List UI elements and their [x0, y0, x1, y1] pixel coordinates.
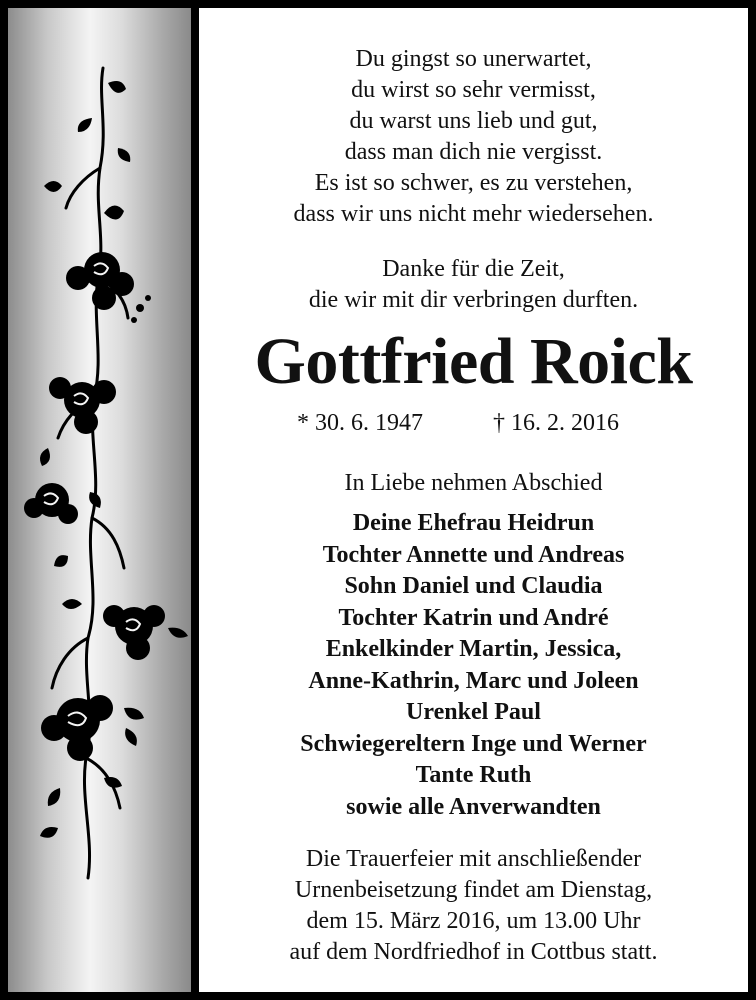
poem-line: dass man dich nie vergisst. — [344, 139, 603, 165]
death-date: † 16. 2. 2016 — [493, 410, 619, 436]
farewell-line: In Liebe nehmen Abschied — [344, 470, 603, 496]
mourner-line: Tante Ruth — [415, 762, 532, 788]
rose-vine-illustration — [8, 8, 191, 992]
mourner-line: Urenkel Paul — [406, 699, 541, 725]
poem-line: Es ist so schwer, es zu verstehen, — [314, 170, 633, 196]
decorative-rose-panel — [8, 8, 191, 992]
birth-date: * 30. 6. 1947 — [297, 410, 423, 436]
mourner-line: Tochter Katrin und André — [338, 604, 609, 631]
mourner-line: Deine Ehefrau Heidrun — [352, 510, 595, 536]
mourner-line: Schwiegereltern Inge und Werner — [300, 730, 647, 757]
mourners-list — [199, 508, 748, 823]
poem-line: Du gingst so unerwartet, — [355, 46, 592, 72]
poem-line: dass wir uns nicht mehr wiedersehen. — [293, 201, 654, 227]
service-line: dem 15. März 2016, um 13.00 Uhr — [306, 908, 641, 934]
poem-line: du warst uns lieb und gut, — [349, 108, 598, 134]
mourner-line: Tochter Annette und Andreas — [322, 541, 625, 568]
mourner-line: sowie alle Anverwandten — [346, 793, 601, 820]
poem-line: die wir mit dir verbringen durften. — [308, 287, 639, 313]
service-line: auf dem Nordfriedhof in Cottbus statt. — [289, 939, 658, 965]
deceased-name: Gottfried Roick — [254, 325, 693, 398]
obituary-text — [199, 8, 748, 992]
service-line: Die Trauerfeier mit anschließender — [305, 846, 642, 872]
mourner-line: Enkelkinder Martin, Jessica, — [325, 636, 622, 662]
mourner-line: Sohn Daniel und Claudia — [344, 573, 603, 599]
funeral-service-info — [199, 844, 748, 968]
mourner-line: Anne-Kathrin, Marc und Joleen — [308, 667, 639, 694]
poem-verse-2 — [199, 254, 748, 316]
poem-line: du wirst so sehr vermisst, — [351, 77, 596, 103]
service-line: Urnenbeisetzung findet am Dienstag, — [294, 877, 653, 903]
poem-line: Danke für die Zeit, — [382, 256, 565, 282]
poem-verse-1 — [199, 44, 748, 230]
